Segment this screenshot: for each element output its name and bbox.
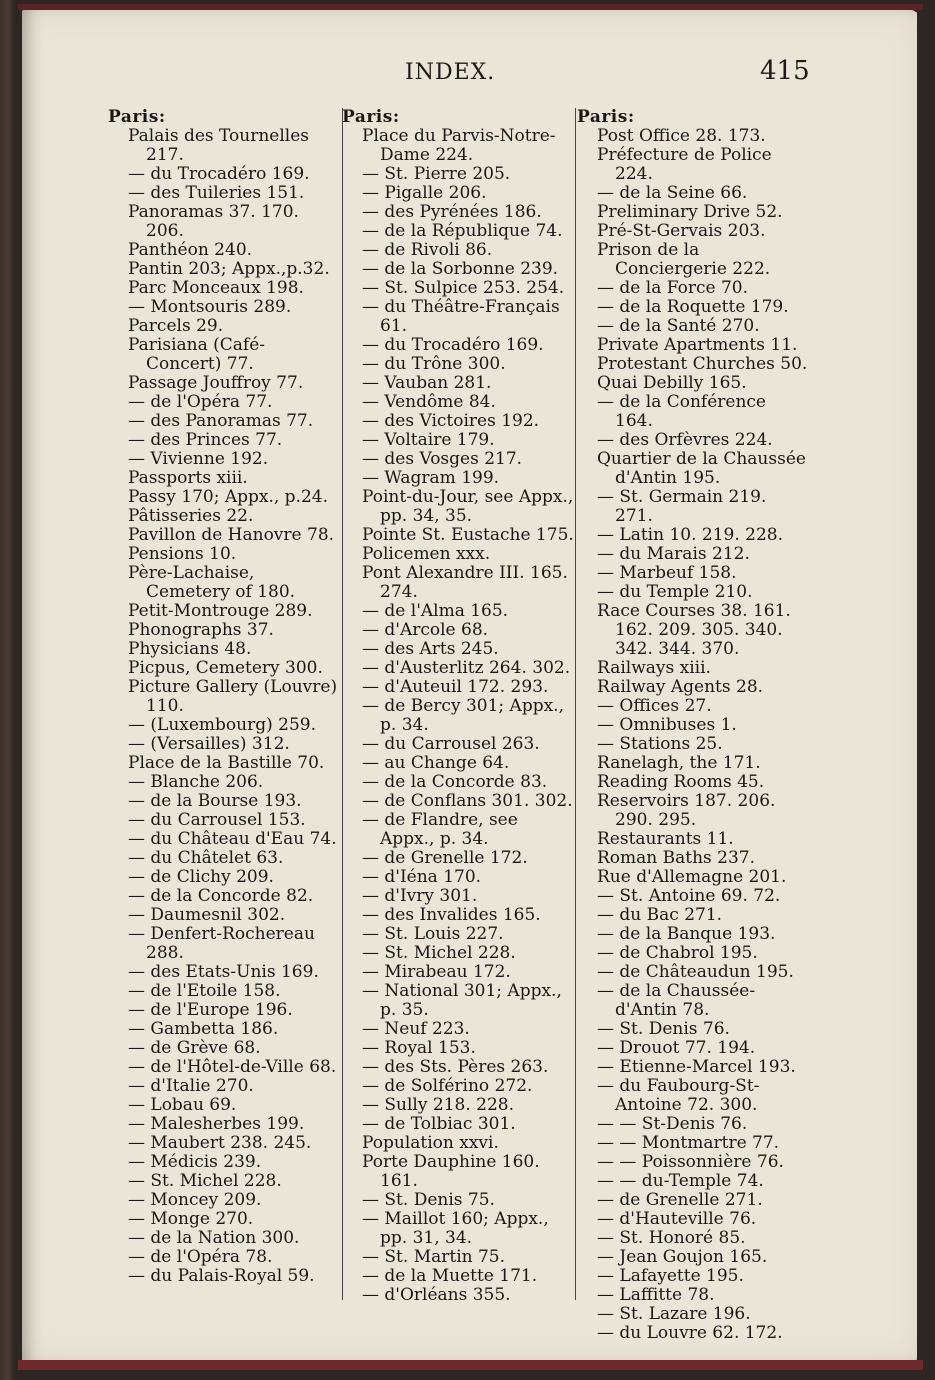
index-entry: — du Château d'Eau 74. xyxy=(128,829,337,849)
index-entry: — Lafayette 195. xyxy=(597,1266,744,1286)
index-entry: — Marbeuf 158. xyxy=(597,563,737,583)
index-entry: — St. Martin 75. xyxy=(362,1247,506,1267)
index-entry: — Moncey 209. xyxy=(128,1190,262,1210)
index-entry: Parc Monceaux 198. xyxy=(128,278,304,298)
index-entry: Reservoirs 187. 206. 290. 295. xyxy=(597,791,776,830)
index-entry: — Neuf 223. xyxy=(362,1019,470,1039)
index-entry: Parisiana (Café-Concert) 77. xyxy=(128,335,266,374)
index-entry: — Maillot 160; Appx., pp. 31, 34. xyxy=(362,1209,549,1248)
index-entry: — St. Denis 76. xyxy=(597,1019,730,1039)
index-entry: — du Carrousel 263. xyxy=(362,734,540,754)
index-entry: — d'Hauteville 76. xyxy=(597,1209,757,1229)
index-entry: Pointe St. Eustache 175. xyxy=(362,525,574,545)
index-entry: — Vivienne 192. xyxy=(128,449,269,469)
index-entry: — d'Iéna 170. xyxy=(362,867,482,887)
index-entry: — de Tolbiac 301. xyxy=(362,1114,516,1134)
index-entry: — Blanche 206. xyxy=(128,772,264,792)
index-entry: — Wagram 199. xyxy=(362,468,500,488)
index-entry: Phonographs 37. xyxy=(128,620,274,640)
index-entry: — Vauban 281. xyxy=(362,373,492,393)
index-entry: Pont Alexandre III. 165. 274. xyxy=(362,563,568,602)
index-entry: — de Chabrol 195. xyxy=(597,943,758,963)
index-entry: — des Victoires 192. xyxy=(362,411,540,431)
index-entry: Race Courses 38. 161. 162. 209. 305. 340. 342. 344. 370. xyxy=(597,601,791,659)
index-entry: — d'Italie 270. xyxy=(128,1076,254,1096)
index-entry: Panoramas 37. 170. 206. xyxy=(128,202,299,241)
index-entry: Post Office 28. 173. xyxy=(597,126,766,146)
index-column-1 xyxy=(108,108,340,1286)
index-entry: — des Tuileries 151. xyxy=(128,183,305,203)
index-entry: — du Louvre 62. 172. xyxy=(597,1323,783,1343)
index-entry: — Vendôme 84. xyxy=(362,392,496,412)
index-entry: Pensions 10. xyxy=(128,544,237,564)
index-entry: — du Trocadéro 169. xyxy=(128,164,310,184)
index-entry: — (Versailles) 312. xyxy=(128,734,290,754)
index-entry: — de Rivoli 86. xyxy=(362,240,493,260)
index-entry: Pavillon de Hanovre 78. xyxy=(128,525,335,545)
index-entry: — d'Austerlitz 264. 302. xyxy=(362,658,571,678)
index-entry: — de Grève 68. xyxy=(128,1038,261,1058)
column-heading: Paris: xyxy=(108,107,166,127)
index-entry: Picture Gallery (Louvre) 110. xyxy=(128,677,338,716)
index-entry: — des Etats-Unis 169. xyxy=(128,962,319,982)
index-entry: — St. Lazare 196. xyxy=(597,1304,751,1324)
index-entry: Panthéon 240. xyxy=(128,240,253,260)
index-entry: — Monge 270. xyxy=(128,1209,254,1229)
index-entry: — St. Germain 219. 271. xyxy=(597,487,767,526)
index-entry: Palais des Tournelles 217. xyxy=(128,126,310,165)
index-entry: — de Bercy 301; Appx., p. 34. xyxy=(362,696,564,735)
index-entry: — du Bac 271. xyxy=(597,905,723,925)
index-entry: Préfecture de Police 224. xyxy=(597,145,772,184)
index-entry: — des Sts. Pères 263. xyxy=(362,1057,549,1077)
index-entry: — de l'Europe 196. xyxy=(128,1000,293,1020)
index-entry: — du Marais 212. xyxy=(597,544,750,564)
index-entry: Reading Rooms 45. xyxy=(597,772,765,792)
index-column-2 xyxy=(342,108,574,1305)
index-entry: Point-du-Jour, see Appx., pp. 34, 35. xyxy=(362,487,574,526)
index-entry: — du Trocadéro 169. xyxy=(362,335,544,355)
index-entry: Railways xiii. xyxy=(597,658,711,678)
index-entry: Population xxvi. xyxy=(362,1133,499,1153)
index-entry: — de l'Alma 165. xyxy=(362,601,509,621)
index-entry: — de la Seine 66. xyxy=(597,183,748,203)
index-entry: — de la Chaussée-d'Antin 78. xyxy=(597,981,756,1020)
index-entry: — du Trône 300. xyxy=(362,354,506,374)
index-entry: — Malesherbes 199. xyxy=(128,1114,305,1134)
index-entry: — de la Roquette 179. xyxy=(597,297,789,317)
index-entry: Prison de la Conciergerie 222. xyxy=(597,240,771,279)
index-entry: Porte Dauphine 160. 161. xyxy=(362,1152,540,1191)
index-entry: Quai Debilly 165. xyxy=(597,373,747,393)
index-entry: — Sully 218. 228. xyxy=(362,1095,514,1115)
index-entry: — Drouot 77. 194. xyxy=(597,1038,756,1058)
index-entry: — de Solférino 272. xyxy=(362,1076,533,1096)
index-entry: Pré-St-Gervais 203. xyxy=(597,221,766,241)
index-entry: Parcels 29. xyxy=(128,316,224,336)
index-entry: — de la Concorde 83. xyxy=(362,772,548,792)
index-entry: — — Poissonnière 76. xyxy=(597,1152,784,1172)
book-binding-bottom xyxy=(18,1360,923,1370)
running-header-title: INDEX. xyxy=(405,60,496,85)
index-entry: — — du-Temple 74. xyxy=(597,1171,764,1191)
index-entry: — de la Concorde 82. xyxy=(128,886,314,906)
index-entry: — des Princes 77. xyxy=(128,430,283,450)
index-entry: Passports xiii. xyxy=(128,468,248,488)
index-entry: — du Temple 210. xyxy=(597,582,753,602)
index-entry: Place du Parvis-Notre-Dame 224. xyxy=(362,126,556,165)
index-entry: — de l'Opéra 78. xyxy=(128,1247,273,1267)
index-entry: Roman Baths 237. xyxy=(597,848,756,868)
index-entry: — du Faubourg-St-Antoine 72. 300. xyxy=(597,1076,760,1115)
index-entry: — Daumesnil 302. xyxy=(128,905,286,925)
index-entry: — — St-Denis 76. xyxy=(597,1114,748,1134)
index-entry: Pantin 203; Appx.,p.32. xyxy=(128,259,330,279)
index-column-3 xyxy=(577,108,809,1343)
index-entry: Protestant Churches 50. xyxy=(597,354,808,374)
index-entry: — de l'Opéra 77. xyxy=(128,392,273,412)
index-entry: — Voltaire 179. xyxy=(362,430,495,450)
index-entry: — Royal 153. xyxy=(362,1038,476,1058)
index-entry: Private Apartments 11. xyxy=(597,335,798,355)
index-entry: — du Carrousel 153. xyxy=(128,810,306,830)
index-entry: — St. Michel 228. xyxy=(362,943,516,963)
index-entry: Passy 170; Appx., p.24. xyxy=(128,487,329,507)
index-entry: — St. Antoine 69. 72. xyxy=(597,886,781,906)
index-entry: — St. Denis 75. xyxy=(362,1190,495,1210)
index-entry: — St. Honoré 85. xyxy=(597,1228,746,1248)
index-entry: — des Panoramas 77. xyxy=(128,411,314,431)
index-entry: — St. Louis 227. xyxy=(362,924,504,944)
index-entry: — Pigalle 206. xyxy=(362,183,487,203)
index-entry: — du Palais-Royal 59. xyxy=(128,1266,315,1286)
index-entry: — de la Santé 270. xyxy=(597,316,760,336)
index-entry: — de Grenelle 271. xyxy=(597,1190,763,1210)
index-entry: — (Luxembourg) 259. xyxy=(128,715,317,735)
page-number: 415 xyxy=(760,56,810,86)
index-entry: — Omnibuses 1. xyxy=(597,715,737,735)
index-entry: — Etienne-Marcel 193. xyxy=(597,1057,796,1077)
index-entry: — de la Conférence 164. xyxy=(597,392,766,431)
index-entry: — de l'Hôtel-de-Ville 68. xyxy=(128,1057,337,1077)
index-entry: — de la Force 70. xyxy=(597,278,748,298)
index-entry: — — Montmartre 77. xyxy=(597,1133,780,1153)
index-entry: Physicians 48. xyxy=(128,639,252,659)
index-entry: — du Châtelet 63. xyxy=(128,848,284,868)
index-entry: — de la Muette 171. xyxy=(362,1266,538,1286)
index-entry: Policemen xxx. xyxy=(362,544,491,564)
index-entry: Rue d'Allemagne 201. xyxy=(597,867,787,887)
index-entry: Restaurants 11. xyxy=(597,829,734,849)
index-entry: — de Grenelle 172. xyxy=(362,848,528,868)
index-entry: — de Châteaudun 195. xyxy=(597,962,794,982)
column-heading: Paris: xyxy=(577,107,635,127)
index-entry: — Latin 10. 219. 228. xyxy=(597,525,783,545)
index-entry: — des Orfèvres 224. xyxy=(597,430,773,450)
index-entry: — des Vosges 217. xyxy=(362,449,523,469)
index-entry: — des Arts 245. xyxy=(362,639,499,659)
index-entry: — St. Michel 228. xyxy=(128,1171,282,1191)
index-entry: — Médicis 239. xyxy=(128,1152,262,1172)
index-entry: — des Invalides 165. xyxy=(362,905,541,925)
index-entry: — au Change 64. xyxy=(362,753,510,773)
index-entry: Ranelagh, the 171. xyxy=(597,753,761,773)
index-entry: — du Théâtre-Français 61. xyxy=(362,297,560,336)
index-entry: Railway Agents 28. xyxy=(597,677,764,697)
index-entry: — de la Banque 193. xyxy=(597,924,776,944)
index-entry: Petit-Montrouge 289. xyxy=(128,601,313,621)
column-divider xyxy=(575,108,576,1300)
index-entry: — de Conflans 301. 302. xyxy=(362,791,573,811)
index-entry: Quartier de la Chaussée d'Antin 195. xyxy=(597,449,806,488)
index-entry: — de la Sorbonne 239. xyxy=(362,259,559,279)
index-entry: — de Flandre, see Appx., p. 34. xyxy=(362,810,518,849)
index-entry: — de la Bourse 193. xyxy=(128,791,302,811)
index-entry: — d'Ivry 301. xyxy=(362,886,478,906)
index-entry: — St. Pierre 205. xyxy=(362,164,511,184)
index-entry: — Mirabeau 172. xyxy=(362,962,511,982)
column-heading: Paris: xyxy=(342,107,400,127)
index-entry: Preliminary Drive 52. xyxy=(597,202,783,222)
index-entry: — d'Auteuil 172. 293. xyxy=(362,677,549,697)
index-entry: — d'Orléans 355. xyxy=(362,1285,511,1305)
index-entry: — Montsouris 289. xyxy=(128,297,292,317)
index-entry: — Maubert 238. 245. xyxy=(128,1133,312,1153)
index-entry: Place de la Bastille 70. xyxy=(128,753,325,773)
index-entry: — Gambetta 186. xyxy=(128,1019,279,1039)
index-entry: — Denfert-Rochereau 288. xyxy=(128,924,315,963)
index-entry: — National 301; Appx., p. 35. xyxy=(362,981,562,1020)
index-entry: — Jean Goujon 165. xyxy=(597,1247,768,1267)
index-entry: — Lobau 69. xyxy=(128,1095,237,1115)
index-entry: Passage Jouffroy 77. xyxy=(128,373,304,393)
index-entry: — de la Nation 300. xyxy=(128,1228,300,1248)
index-entry: — Offices 27. xyxy=(597,696,712,716)
index-entry: — de Clichy 209. xyxy=(128,867,274,887)
index-entry: — St. Sulpice 253. 254. xyxy=(362,278,565,298)
index-entry: — d'Arcole 68. xyxy=(362,620,489,640)
index-entry: Pâtisseries 22. xyxy=(128,506,254,526)
index-entry: Père-Lachaise, Cemetery of 180. xyxy=(128,563,296,602)
index-entry: — des Pyrénées 186. xyxy=(362,202,542,222)
index-entry: — Laffitte 78. xyxy=(597,1285,715,1305)
index-entry: Picpus, Cemetery 300. xyxy=(128,658,323,678)
index-entry: — Stations 25. xyxy=(597,734,723,754)
index-entry: — de l'Etoile 158. xyxy=(128,981,281,1001)
index-entry: — de la République 74. xyxy=(362,221,563,241)
